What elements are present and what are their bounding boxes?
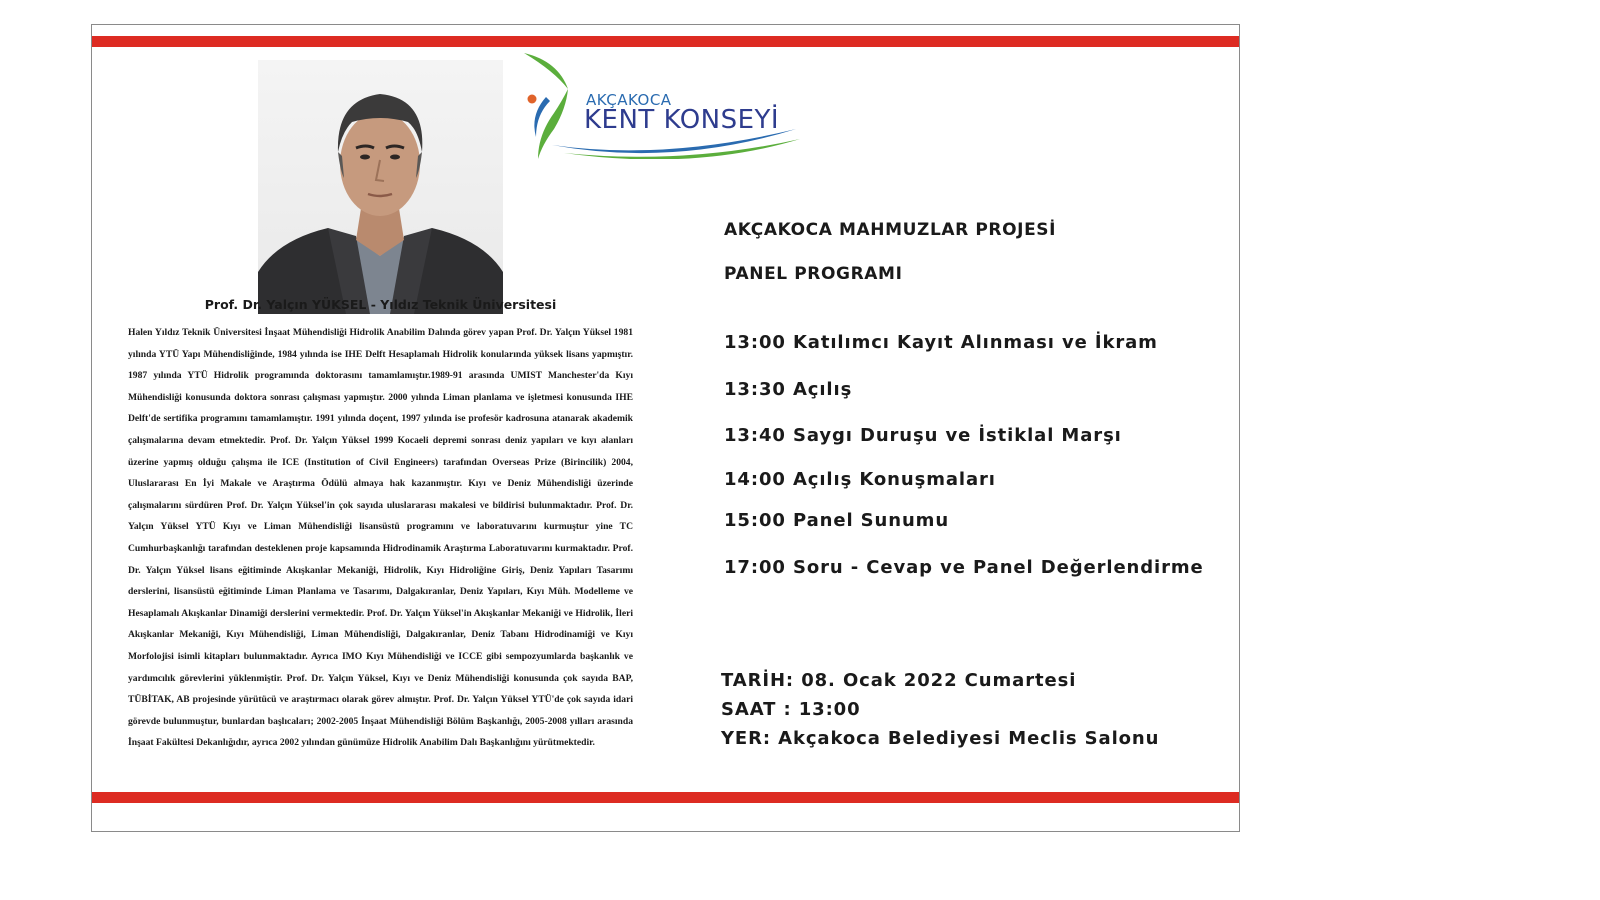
agenda-item: 15:00 Panel Sunumu: [724, 510, 950, 531]
top-red-stripe: [92, 36, 1239, 47]
speaker-name: Prof. Dr. Yalçın YÜKSEL - Yıldız Teknik Üniversitesi: [204, 297, 557, 312]
speaker-photo: [258, 60, 503, 314]
agenda-item: 13:00 Katılımcı Kayıt Alınması ve İkram: [724, 332, 1158, 353]
event-title: AKÇAKOCA MAHMUZLAR PROJESİ: [724, 220, 1057, 240]
event-poster: [91, 24, 1240, 832]
agenda-item: 14:00 Açılış Konuşmaları: [724, 469, 996, 490]
bottom-red-stripe: [92, 792, 1239, 803]
logo-main-text: KENT KONSEYİ: [584, 105, 780, 135]
kent-konseyi-logo: [524, 49, 824, 159]
logo-top-text: AKÇAKOCA: [586, 91, 672, 109]
event-place: YER: Akçakoca Belediyesi Meclis Salonu: [721, 728, 1160, 749]
logo-swoosh-icon: [524, 49, 824, 159]
agenda-item: 17:00 Soru - Cevap ve Panel Değerlendirme: [724, 557, 1204, 578]
agenda-item: 13:40 Saygı Duruşu ve İstiklal Marşı: [724, 425, 1122, 446]
event-date: TARİH: 08. Ocak 2022 Cumartesi: [721, 670, 1077, 691]
speaker-portrait-illustration: [258, 60, 503, 314]
event-time: SAAT : 13:00: [721, 699, 861, 720]
event-subtitle: PANEL PROGRAMI: [724, 264, 903, 284]
agenda-item: 13:30 Açılış: [724, 379, 853, 400]
speaker-biography: Halen Yıldız Teknik Üniversitesi İnşaat Mühendisliği Hidrolik Anabilim Dalında görev yapan Prof. Dr. Yalçın Yüksel 1981 yılında YTÜ Yapı Mühendisliğinde, 1984 yılında ise IHE Delft Hesaplamalı Hidrolik konularında yüksek lisans yapmıştır. 1987 yılında YTÜ Hidrolik programında doktorasını tamamlamıştır.1989-91 arasında UMIST Manchester'da Kıyı Mühendisliği konusunda doktora sonrası çalışması yapmıştır. 2000 yılında Liman planlama ve işletmesi konusunda IHE Delft'de sertifika programını tamamlamıştır. 1991 yılında doçent, 1997 yılında ise profesör kadrosuna atanarak akademik çalışmalarına devam etmektedir. Prof. Dr. Yalçın Yüksel 1999 Kocaeli depremi sonrası deniz yapıları ve kıyı alanları üzerine yapmış olduğu çalışma ile ICE (Institution of Civil Engineers) tarafından Overseas Prize (Birincilik) 2004, Uluslararası En İyi Makale ve Araştırma Ödülü almaya hak kazanmıştır. Kıyı ve Deniz Mühendisliği üzerinde çalışmalarını sürdüren Prof. Dr. Yalçın Yüksel'in çok sayıda uluslararası makalesi ve bildirisi bulunmaktadır. Prof. Dr. Yalçın Yüksel YTÜ Kıyı ve Liman Mühendisliği lisansüstü programını ve laboratuvarını kurmuştur yine TC Cumhurbaşkanlığı tarafından desteklenen proje kapsamında Hidrodinamik Araştırma Laboratuvarını kurmaktadır. Prof. Dr. Yalçın Yüksel lisans eğitiminde Akışkanlar Mekaniği, Hidrolik, Kıyı Hidroliğine Giriş, Deniz Yapıları Tasarımı derslerini, lisansüstü eğitiminde Liman Planlama ve Tasarımı, Dalgakıranlar, Deniz Yapıları, Kıyı Müh. Modelleme ve Hesaplamalı Akışkanlar Dinamiği derslerini vermektedir. Prof. Dr. Yalçın Yüksel'in Akışkanlar Mekaniği ve Hidrolik, İleri Akışkanlar Mekaniği, Kıyı Mühendisliği, Liman Mühendisliği, Dalgakıranlar, Deniz Tabanı Hidrodinamiği ve Kıyı Morfolojisi isimli kitapları bulunmaktadır. Ayrıca IMO Kıyı Mühendisliği ve ICCE gibi sempozyumlarda başkanlık ve yardımcılık görevlerini yüklenmiştir. Prof. Dr. Yalçın Yüksel, Kıyı ve Deniz Mühendisliği konusunda çok sayıda BAP, TÜBİTAK, AB projesinde yürütücü ve araştırmacı olarak görev almıştır. Prof. Dr. Yalçın Yüksel YTÜ'de çok sayıda idari görevde bulunmuştur, bunlardan başlıcaları; 2002-2005 İnşaat Mühendisliği Bölüm Başkanlığı, 2005-2008 yılları arasında İnşaat Fakültesi Dekanlığıdır, ayrıca 2002 yılından günümüze Hidrolik Anabilim Dalı Başkanlığını yürütmektedir.: [128, 327, 633, 749]
